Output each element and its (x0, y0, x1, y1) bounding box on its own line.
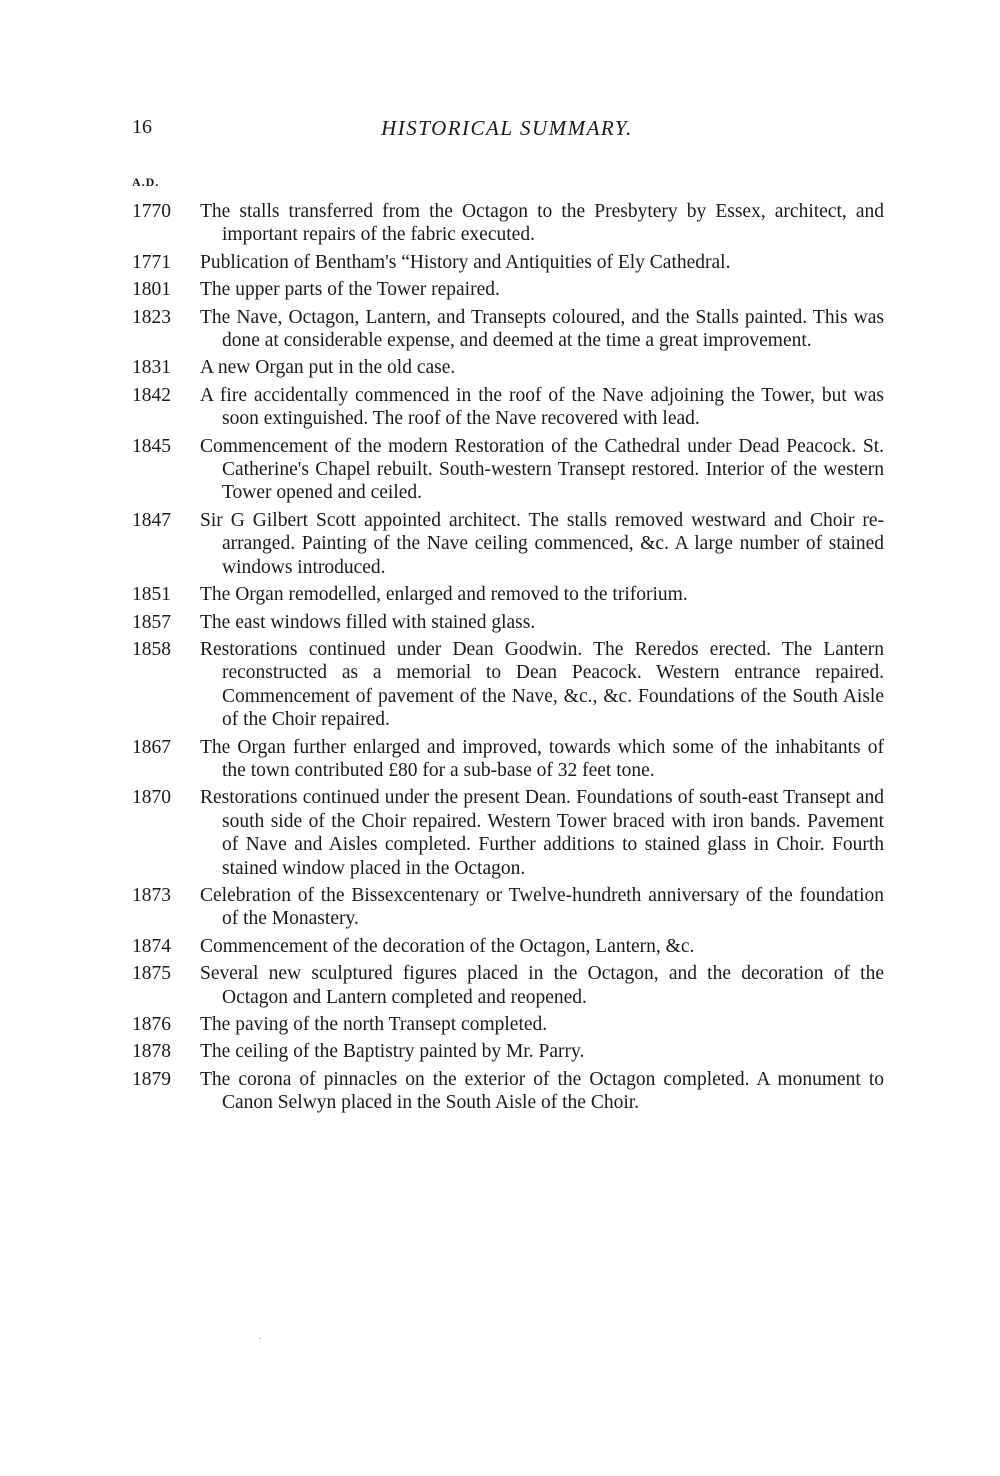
entry-year: 1845 (132, 435, 171, 457)
entry-year: 1770 (132, 201, 171, 222)
entry-text: Commencement of the modern Restoration of the Cathedral under Dead Peacock. St. Catherine's Chapel rebuilt. South-western Transept restored. Interior of the western Tower opened and ceiled. (200, 435, 884, 504)
entry-year: 1870 (132, 787, 171, 809)
page-header (132, 116, 882, 146)
chronology-entry (132, 251, 884, 274)
entry-year: 1875 (132, 963, 171, 985)
entry-text: The corona of pinnacles on the exterior of the Octagon completed. A monument to Canon Selwyn placed in the South Aisle of the Choir. (200, 1068, 884, 1114)
entry-year: 1858 (132, 638, 171, 660)
chronology-entry (132, 384, 884, 431)
chronology-entry (132, 786, 884, 880)
entry-year: 1867 (132, 736, 171, 758)
entry-text: Restorations continued under Dean Goodwin. The Reredos erected. The Lantern reconstructed as a memorial to Dean Peacock. Western entrance repaired. Commencement of pavement of the Nave, &c., &c. Foundations of the South Aisle of the Choir repaired. (200, 638, 884, 731)
entry-text: The stalls transferred from the Octagon to the Presbytery by Essex, architect, and important repairs of the fabric executed. (200, 201, 884, 246)
entry-text: Restorations continued under the present Dean. Foundations of south-east Transept and south side of the Choir repaired. Western Tower braced with iron bands. Pavement of Nave and Aisles completed. Further additions to stained glass in Choir. Fourth stained window placed in the Octagon. (200, 787, 884, 879)
entry-text: Publication of Bentham's “History and Antiquities of Ely Cathedral. (200, 251, 731, 273)
chronology-entry (132, 1040, 884, 1063)
entry-year: 1873 (132, 884, 171, 906)
chronology-entry (132, 1013, 884, 1036)
entry-year: 1879 (132, 1068, 171, 1090)
entry-text: Sir G Gilbert Scott appointed architect. The stalls removed westward and Choir re-arranged. Painting of the Nave ceiling commenced, &c. A large number of stained windows introduced. (200, 509, 884, 578)
entry-text: Several new sculptured figures placed in the Octagon, and the decoration of the Octagon and Lantern completed and reopened. (200, 963, 884, 1008)
chronology-entry (132, 611, 884, 634)
page-number: 16 (132, 116, 152, 138)
chronology-entry (132, 278, 884, 301)
entry-year: 1771 (132, 251, 171, 273)
entry-text: The paving of the north Transept completed. (200, 1014, 548, 1035)
entry-text: Celebration of the Bissexcentenary or Twelve-hundreth anniversary of the foundation of the Monastery. (200, 884, 884, 930)
entry-text: Commencement of the decoration of the Octagon, Lantern, &c. (200, 935, 695, 957)
entry-year: 1823 (132, 306, 171, 328)
entry-year: 1857 (132, 611, 171, 633)
chronology-entry (132, 356, 884, 379)
entry-year: 1831 (132, 357, 171, 379)
entry-year: 1842 (132, 384, 171, 406)
entry-year: 1876 (132, 1014, 171, 1035)
chronology-list (132, 200, 884, 1119)
entry-text: The ceiling of the Baptistry painted by Mr. Parry. (200, 1041, 585, 1063)
entry-year: 1851 (132, 584, 171, 606)
entry-text: A fire accidentally commenced in the roof of the Nave adjoining the Tower, but was soon extinguished. The roof of the Nave recovered with lead. (200, 384, 884, 430)
entry-text: A new Organ put in the old case. (200, 357, 456, 379)
chronology-entry (132, 583, 884, 606)
chronology-entry (132, 638, 884, 732)
entry-text: The Nave, Octagon, Lantern, and Transepts coloured, and the Stalls painted. This was done at considerable expense, and deemed at the time a great improvement. (200, 306, 884, 352)
entry-text: The Organ further enlarged and improved, towards which some of the inhabitants of the town contributed £80 for a sub-base of 32 feet tone. (200, 736, 884, 781)
entry-text: The east windows filled with stained glass. (200, 611, 536, 633)
entry-text: The Organ remodelled, enlarged and removed to the triforium. (200, 584, 688, 606)
running-title: HISTORICAL SUMMARY. (381, 116, 633, 140)
chronology-entry (132, 509, 884, 579)
chronology-entry (132, 962, 884, 1009)
chronology-entry (132, 435, 884, 505)
entry-year: 1874 (132, 935, 171, 957)
era-label: A.D. (132, 175, 160, 189)
chronology-entry (132, 736, 884, 783)
chronology-entry (132, 1068, 884, 1115)
chronology-entry (132, 306, 884, 353)
entry-year: 1878 (132, 1041, 171, 1063)
entry-year: 1801 (132, 279, 171, 301)
chronology-entry (132, 200, 884, 247)
chronology-entry (132, 884, 884, 931)
entry-text: The upper parts of the Tower repaired. (200, 279, 500, 301)
chronology-entry (132, 935, 884, 958)
paper-speck (259, 1338, 261, 1339)
entry-year: 1847 (132, 509, 171, 531)
